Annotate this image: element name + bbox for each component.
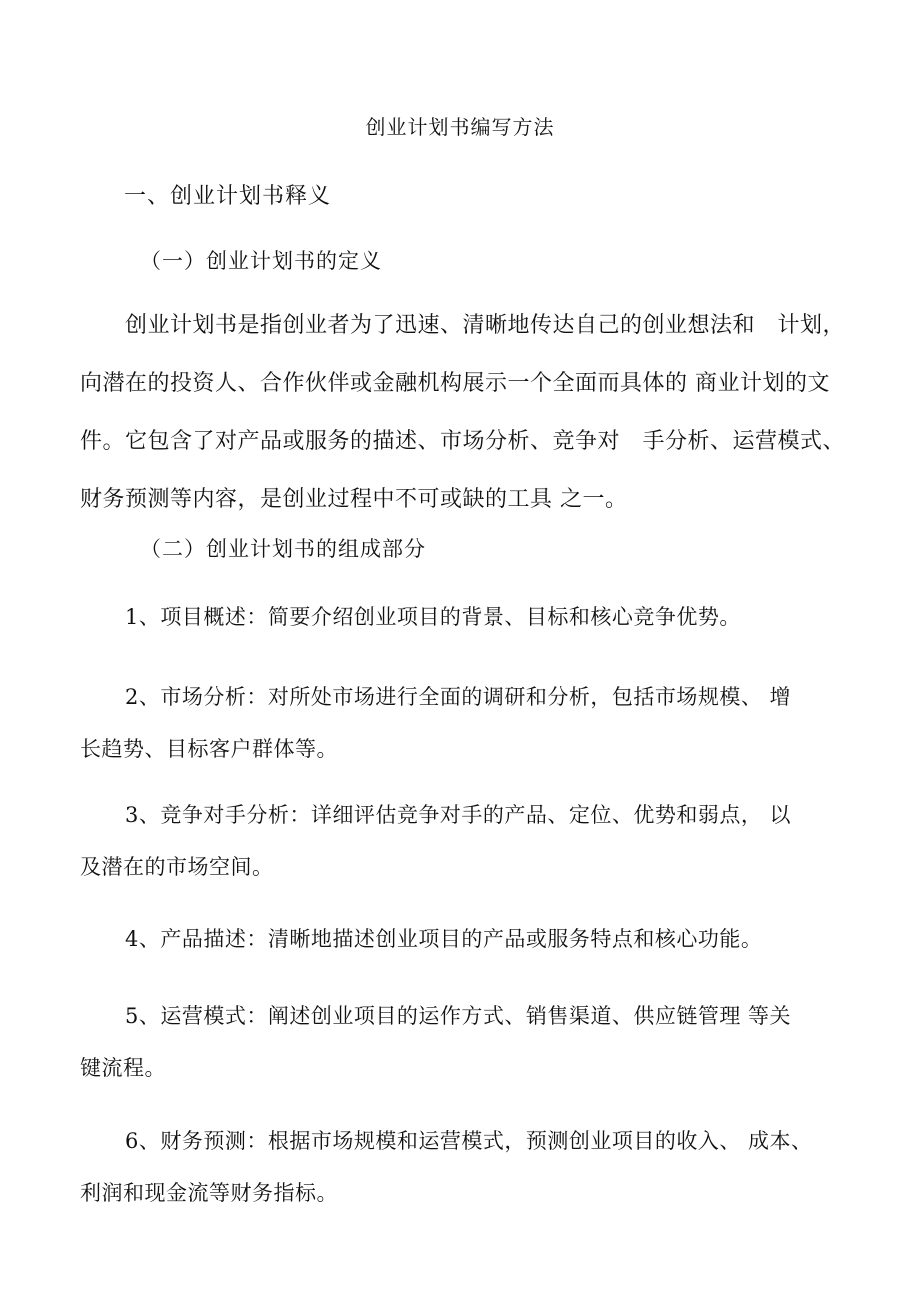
component-item-5-line-1: 5、运营模式：阐述创业项目的运作方式、销售渠道、供应链管理 等关: [125, 1004, 792, 1028]
definition-line-1: 创业计划书是指创业者为了迅速、清晰地传达自己的创业想法和 计划，: [125, 313, 846, 338]
document-title: 创业计划书编写方法: [365, 115, 555, 139]
component-item-4: [80, 924, 845, 954]
component-item-4-line-1: 4、产品描述：清晰地描述创业项目的产品或服务特点和核心功能。: [125, 927, 763, 951]
component-item-3: [80, 800, 845, 882]
definition-line-3: 件。它包含了对产品或服务的描述、市场分析、竞争对 手分析、运营模式、: [80, 429, 846, 454]
subsection-heading-components: （二）创业计划书的组成部分: [140, 537, 426, 561]
component-item-3-line-2: 及潜在的市场空间。: [80, 855, 274, 879]
definition-paragraph: [80, 297, 845, 529]
component-item-2: [80, 682, 845, 764]
component-item-3-line-1: 3、竞争对手分析：详细评估竞争对手的产品、定位、优势和弱点， 以: [125, 803, 792, 827]
component-item-6: [80, 1126, 845, 1208]
component-item-6-line-1: 6、财务预测：根据市场规模和运营模式，预测创业项目的收入、 成本、: [125, 1129, 813, 1153]
component-item-1: [80, 602, 845, 632]
subsection-heading-definition: （一）创业计划书的定义: [140, 249, 382, 273]
component-item-2-line-1: 2、市场分析：对所处市场进行全面的调研和分析，包括市场规模、 增: [125, 685, 792, 709]
definition-line-2: 向潜在的投资人、合作伙伴或金融机构展示一个全面而具体的 商业计划的文: [80, 371, 830, 396]
component-item-6-line-2: 利润和现金流等财务指标。: [80, 1181, 338, 1205]
section-heading-1: 一、创业计划书释义: [124, 184, 332, 209]
definition-line-4: 财务预测等内容，是创业过程中不可或缺的工具 之一。: [80, 487, 628, 512]
component-item-2-line-2: 长趋势、目标客户群体等。: [80, 737, 338, 761]
component-item-5: [80, 1001, 845, 1083]
component-item-5-line-2: 键流程。: [80, 1056, 166, 1080]
component-item-1-line-1: 1、项目概述：简要介绍创业项目的背景、目标和核心竞争优势。: [125, 605, 741, 629]
